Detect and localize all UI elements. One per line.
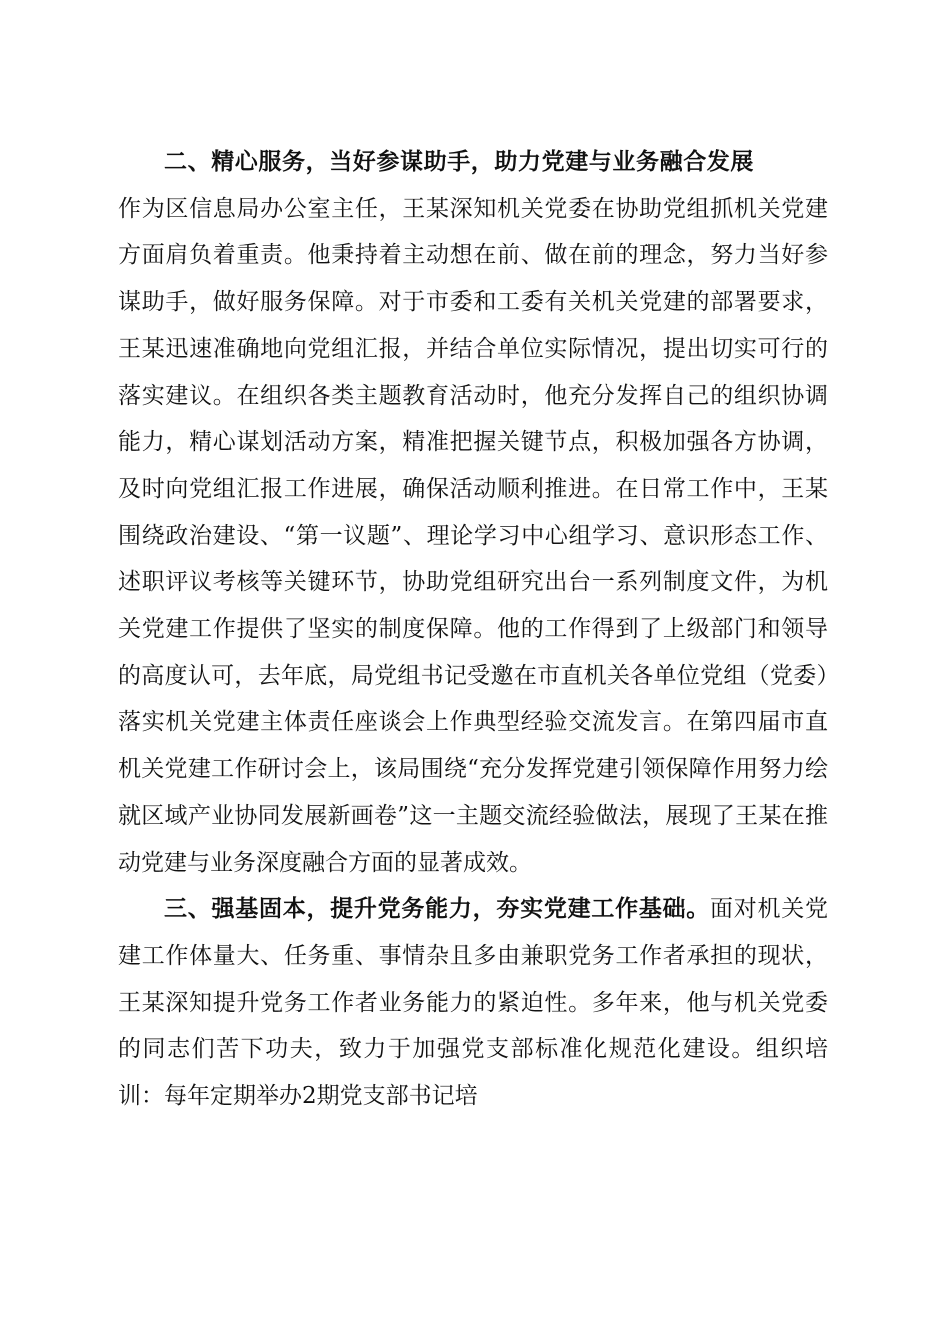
section-two-heading: 二、精心服务，当好参谋助手，助力党建与业务融合发展 bbox=[164, 149, 754, 175]
section-two-paragraph: 作为区信息局办公室主任，王某深知机关党委在协助党组抓机关党建方面肩负着重责。他秉持着主动想在前、做在前的理念，努力当好参谋助手，做好服务保障。对于市委和工委有关机关党建的部署要求，王某迅速准确地向党组汇报，并结合单位实际情况，提出切实可行的落实建议。在组织各类主题教育活动时，他充分发挥自己的组织协调能力，精心谋划活动方案，精准把握关键节点，积极加强各方协调，及时向党组汇报工作进展，确保活动顺利推进。在日常工作中，王某围绕政治建设、“第一议题”、理论学习中心组学习、意识形态工作、述职评议考核等关键环节，协助党组研究出台一系列制度文件，为机关党建工作提供了坚实的制度保障。他的工作得到了上级部门和领导的高度认可，去年底，局党组书记受邀在市直机关各单位党组（党委）落实机关党建主体责任座谈会上作典型经验交流发言。在第四届市直机关党建工作研讨会上，该局围绕“充分发挥党建引领保障作用努力绘就区域产业协同发展新画卷”这一主题交流经验做法，展现了王某在推动党建与业务深度融合方面的显著成效。 bbox=[118, 195, 828, 876]
document-body bbox=[118, 139, 828, 1120]
section-three-body: 面对机关党建工作体量大、任务重、事情杂且多由兼职党务工作者承担的现状，王某深知提升党务工作者业务能力的紧迫性。多年来，他与机关党委的同志们苦下功夫，致力于加强党支部标准化规范化建设。组织培训：每年定期举办2期党支部书记培 bbox=[118, 896, 829, 1110]
section-three-heading: 三、强基固本，提升党务能力，夯实党建工作基础。 bbox=[164, 896, 711, 923]
section-three-paragraph bbox=[118, 886, 828, 1120]
